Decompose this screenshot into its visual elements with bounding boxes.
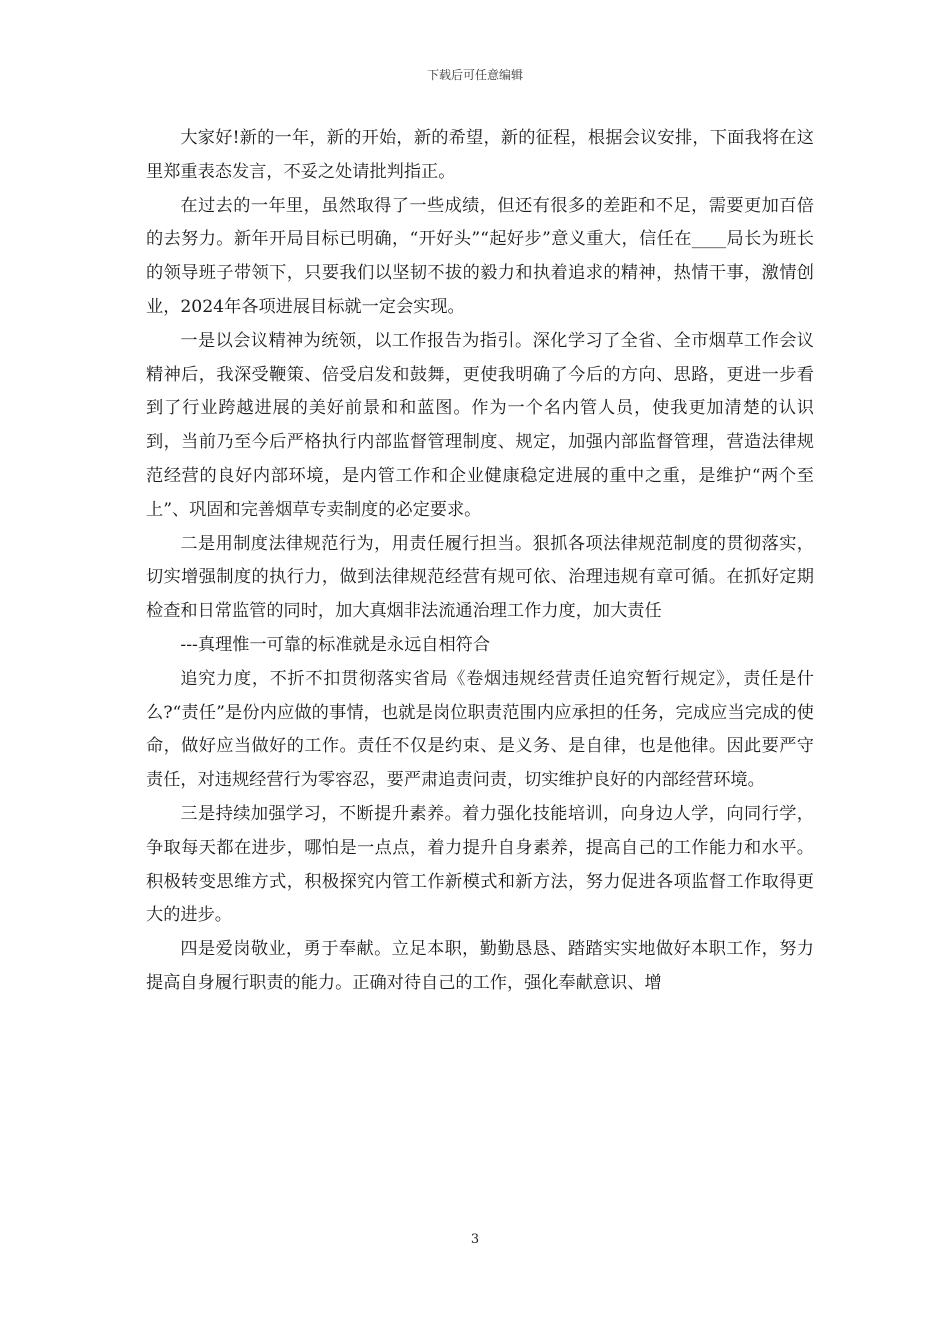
paragraph-past-year: 在过去的一年里，虽然取得了一些成绩，但还有很多的差距和不足，需要更加百倍的去努力。新年开局目标已明确，“开好头”“起好步”意义重大，信任在____局长为班长的领导班子带领下，只要我们以坚韧不拔的毅力和执着追求的精神，热情干事，激情创业，2024年各项进展目标就一定会实现。 <box>146 195 814 317</box>
paragraph-point-four: 四是爱岗敬业，勇于奉献。立足本职，勤勤恳恳、踏踏实实地做好本职工作，努力提高自身履行职责的能力。正确对待自己的工作，强化奉献意识、增 <box>146 939 814 993</box>
page-header: 下载后可任意编辑 <box>426 68 523 82</box>
paragraph-point-three: 三是持续加强学习，不断提升素养。着力强化技能培训，向身边人学，向同行学，争取每天都在进步，哪怕是一点点，着力提升自身素养，提高自己的工作能力和水平。积极转变思维方式，积极探究内管工作新模式和新方法，努力促进各项监督工作取得更大的进步。 <box>146 803 814 926</box>
paragraph-point-one: 一是以会议精神为统领，以工作报告为指引。深化学习了全省、全市烟草工作会议精神后，我深受鞭策、倍受启发和鼓舞，更使我明确了今后的方向、思路，更进一步看到了行业跨越进展的美好前景和和蓝图。作为一个名内管人员，使我更加清楚的认识到，当前乃至今后严格执行内部监督管理制度、规定，加强内部监督管理，营造法律规范经营的良好内部环境，是内管工作和企业健康稳定进展的重中之重，是维护“两个至上”、巩固和完善烟草专卖制度的必定要求。 <box>146 330 814 520</box>
paragraph-point-two: 二是用制度法律规范行为，用责任履行担当。狠抓各项法律规范制度的贯彻落实，切实增强制度的执行力，做到法律规范经营有规可依、治理违规有章可循。在抓好定期检查和日常监管的同时，加大真烟非法流通治理工作力度，加大责任 <box>146 533 814 622</box>
document-body <box>146 122 814 1001</box>
paragraph-greeting: 大家好!新的一年，新的开始，新的希望，新的征程，根据会议安排，下面我将在这里郑重表态发言，不妥之处请批判指正。 <box>146 128 814 182</box>
page-number: 3 <box>470 1232 480 1247</box>
paragraph-accountability: 追究力度，不折不扣贯彻落实省局《卷烟违规经营责任追究暂行规定》，责任是什么?“责任”是份内应做的事情，也就是岗位职责范围内应承担的任务，完成应当完成的使命，做好应当做好的工作。责任不仅是约束、是义务、是自律，也是他律。因此要严守责任，对违规经营行为零容忍，要严肃追责问责，切实维护良好的内部经营环境。 <box>146 668 814 791</box>
quote-line: ---真理惟一可靠的标准就是永远自相符合 <box>180 634 491 655</box>
